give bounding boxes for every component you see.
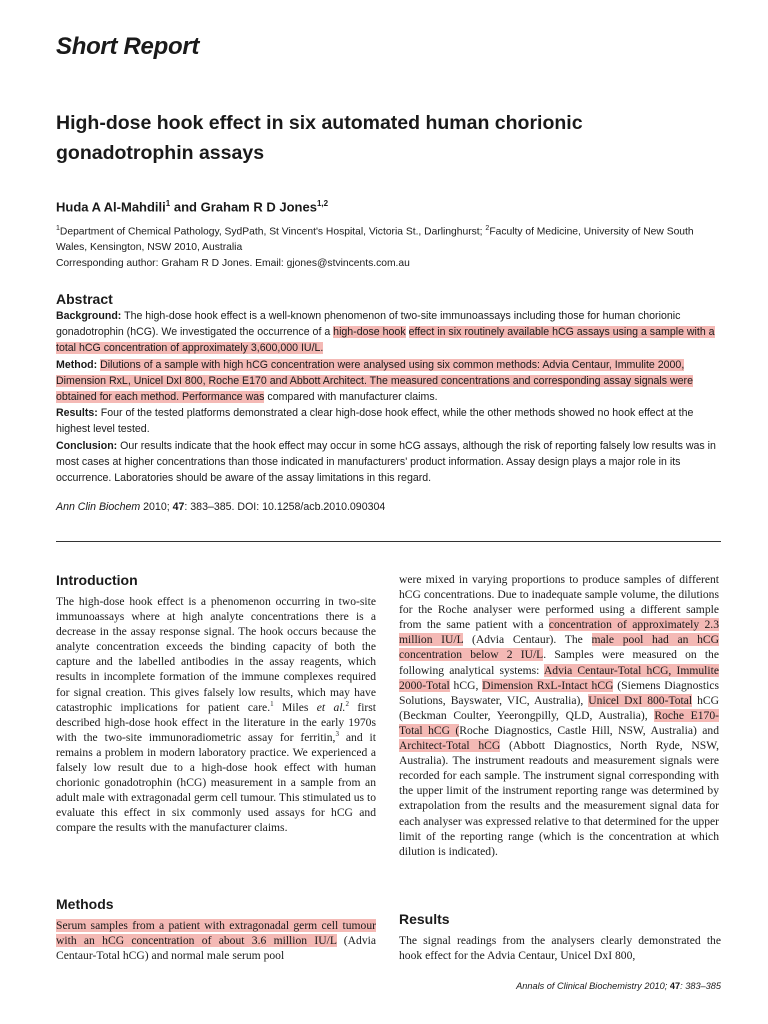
abstract-label: Method: [56, 358, 98, 371]
abstract-heading: Abstract [56, 291, 113, 307]
abstract-method [56, 357, 726, 406]
body-text: . Samples were measured on the following analytical systems: [399, 648, 719, 677]
methods-paragraph [56, 918, 376, 963]
body-text: (Advia Centaur). The [463, 633, 592, 647]
body-text: (Advia Centaur-Total hCG) and normal male serum pool [56, 934, 376, 963]
introduction-heading: Introduction [56, 572, 138, 588]
highlight: Architect-Total hCG [399, 739, 501, 753]
abstract-text: compared with manufacturer claims. [264, 391, 438, 404]
author-conjunction: and [173, 199, 197, 215]
reference-marker[interactable]: 2 [345, 699, 349, 708]
abstract-label: Conclusion: [56, 439, 118, 452]
highlight: Dimension RxL-Intact hCG [482, 678, 614, 692]
abstract-text: Our results indicate that the hook effect may occur in some hCG assays, although the risk of reporting falsely low results was in most cases at higher concentrations than those indicated in manufacturers' product information. Assay design plays a major role in its occurrence. Laboratories should be aware of the assay limitations in this regard. [56, 439, 716, 485]
author-name: Graham R D Jones [200, 199, 317, 215]
highlight: Serum samples from a patient with extragonadal germ cell tumour with an hCG concentration of about 3.6 million IU/L [56, 919, 376, 948]
author-list [56, 199, 328, 214]
body-text: and it remains a problem in modern laboratory practice. We experienced a falsely low result due to a high-dose hook effect with human chorionic gonadotrophin (hCG) measurement in a sample from an adult male with extragonadal germ cell tumour. This stimulated us to evaluate this effect in six commonly used assays for hCG and compare the results with the manufacturer claims. [56, 730, 376, 835]
body-text: Miles [273, 700, 317, 714]
citation-journal: Ann Clin Biochem [56, 501, 141, 513]
methods-heading: Methods [56, 896, 114, 912]
citation-doi: : 383–385. DOI: 10.1258/acb.2010.090304 [184, 501, 386, 513]
body-text: (Abbott Diagnostics, North Ryde, NSW, Australia). The instrument readouts and measurement signals were recorded for each sample. The instrument signal corresponding with the upper limit of the instrument reporting range was determined by extrapolation from the results and the measurement signal data for each analyser was expressed relative to that determined for the upper limit of the reporting range (which is the concentration at which dilution is indicated). [399, 739, 719, 858]
body-text: first described high-dose hook effect in the literature in the early 1970s with the two-site immunoradiometric assay for ferritin, [56, 700, 377, 744]
citation-line [56, 501, 385, 513]
body-text: Roche Diagnostics, Castle Hill, NSW, Australia) and [459, 723, 719, 737]
results-section [399, 911, 721, 963]
introduction-section [56, 572, 376, 836]
abstract-conclusion [56, 438, 726, 487]
abstract-background [56, 308, 726, 357]
highlight: Dilutions of a sample with high hCG concentration were analysed using six common methods: Advia Centaur, Immulite 2000, Dimension RxL, Unicel DxI 800, Roche E170 and Abbott Architect. The measured concentrations and corresponding assay signals were obtained for each method. Performance was [56, 358, 693, 404]
footer-journal: Annals of Clinical Biochemistry [516, 981, 642, 991]
affil-marker: 2 [485, 225, 490, 232]
corresponding-author: Corresponding author: Graham R D Jones. Email: gjones@stvincents.com.au [56, 258, 410, 270]
reference-marker[interactable]: 3 [335, 729, 339, 738]
body-text: The high-dose hook effect is a phenomenon occurring in two-site immunoassays where at high analyte concentrations there is a decrease in the assay response signal. The hook occurs because the analyte concentration exceeds the binding capacity of both the capture and the labelled antibodies in the assay reagents, which results in incomplete formation of the immune complexes required for signal creation. This gives falsely low results, which may have catastrophic implications for patient care. [56, 595, 376, 714]
abstract-text: Four of the tested platforms demonstrated a clear high-dose hook effect, while the other methods showed no hook effect at the highest level tested. [56, 407, 694, 436]
affil-text: Department of Chemical Pathology, SydPath, St Vincent's Hospital, Victoria St., Darlinghurst; [59, 226, 486, 238]
highlight: Roche E170-Total hCG ( [399, 708, 719, 737]
section-label: Short Report [56, 33, 200, 60]
abstract-body [56, 308, 726, 486]
article-title: High-dose hook effect in six automated human chorionic gonadotrophin assays [56, 112, 583, 164]
highlight: Unicel DxI 800-Total [588, 693, 693, 707]
affiliations [56, 221, 724, 272]
body-text: were mixed in varying proportions to produce samples of different hCG concentrations. Due to inadequate sample volume, the dilutions for the Roche analyser were performed using a different sample from the same patient with a [399, 573, 719, 632]
highlight: effect in six routinely available hCG assays using a sample with a total hCG concentration of approximately 3,600,000 IU/L. [56, 326, 715, 355]
affil-marker: 1 [56, 225, 60, 232]
body-text: (Siemens Diagnostics Solutions, Bayswater, VIC, Australia), [399, 678, 719, 707]
results-heading: Results [399, 911, 450, 927]
section-divider [56, 541, 721, 542]
affil-text: Faculty of Medicine, University of New South Wales, Kensington, NSW 2010, Australia [56, 226, 694, 254]
abstract-results [56, 405, 726, 437]
abstract-label: Results: [56, 407, 98, 420]
citation-volume: 47 [172, 501, 185, 513]
highlight: high-dose hook [333, 326, 406, 339]
methods-section [56, 896, 376, 963]
author-affil-marker: 1 [165, 199, 171, 208]
introduction-paragraph [56, 594, 376, 836]
highlight: concentration of approximately 2.3 million IU/L [399, 618, 719, 647]
results-paragraph: The signal readings from the analysers clearly demonstrated the hook effect for the Advia Centaur, Unicel DxI 800, [399, 934, 721, 963]
page-footer [516, 981, 721, 991]
abstract-label: Background: [56, 310, 122, 322]
footer-volume: 47 [669, 981, 681, 991]
highlight: male pool had an hCG concentration below 2 IU/L [399, 633, 719, 662]
footer-year: 2010; [641, 981, 670, 991]
reference-marker[interactable]: 1 [270, 699, 274, 708]
author-affil-marker: 1,2 [316, 199, 329, 208]
footer-pages: : 383–385 [680, 981, 721, 991]
citation-year: 2010; [140, 501, 173, 513]
body-text: hCG, [449, 678, 483, 692]
body-text: hCG (Beckman Coulter, Yeerongpilly, QLD, Australia), [399, 693, 719, 722]
methods-paragraph-continued [399, 572, 719, 859]
abstract-text: The high-dose hook effect is a well-known phenomenon of two-site immunoassays including those for human chorionic gonadotrophin (hCG). We investigated the occurrence of a [56, 310, 681, 339]
body-text: et al. [316, 700, 346, 714]
highlight: Advia Centaur-Total hCG, Immulite 2000-Total [399, 663, 719, 692]
methods-continued [399, 572, 719, 859]
author-name: Huda A Al-Mahdili [56, 199, 166, 215]
